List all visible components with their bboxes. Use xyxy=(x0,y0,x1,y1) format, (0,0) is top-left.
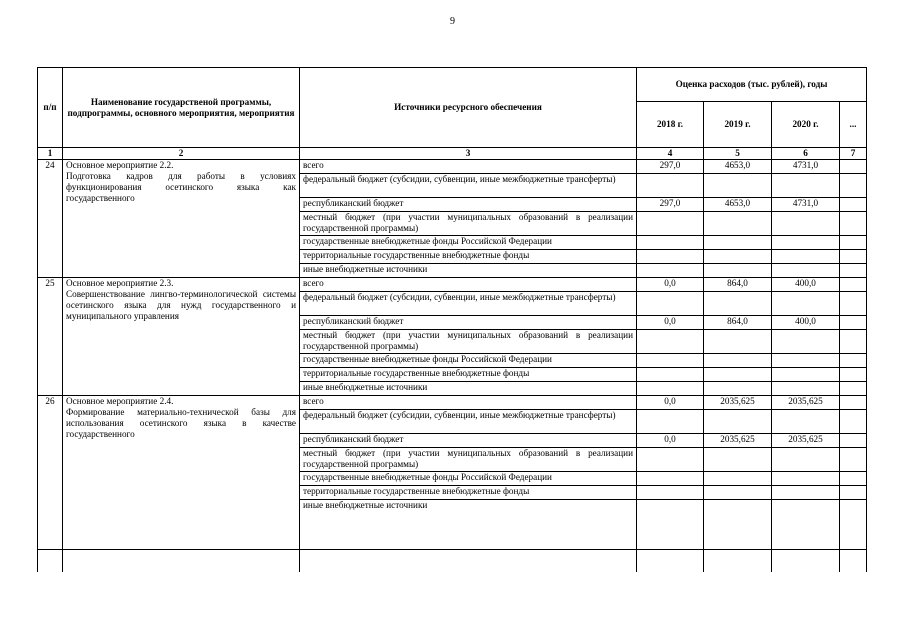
value-empty xyxy=(840,330,867,354)
value-empty xyxy=(840,198,867,212)
value-empty xyxy=(637,212,704,236)
value-empty xyxy=(704,212,772,236)
value-2019: 864,0 xyxy=(704,316,772,330)
header-sources: Источники ресурсного обеспечения xyxy=(300,68,637,148)
source-label: иные внебюджетные источники xyxy=(300,264,637,278)
activity-description: Подготовка кадров для работы в условиях функционирования осетинского языка как государственного xyxy=(66,171,296,203)
value-empty xyxy=(637,236,704,250)
value-empty xyxy=(637,292,704,316)
column-number-row xyxy=(38,148,867,160)
row-number: 25 xyxy=(38,278,63,396)
value-empty xyxy=(772,368,840,382)
value-empty xyxy=(772,250,840,264)
continuation-cell xyxy=(637,550,704,573)
source-label: территориальные государственные внебюджетные фонды xyxy=(300,486,637,500)
header-cost-group: Оценка расходов (тыс. рублей), годы xyxy=(637,68,867,102)
col-num-5: 5 xyxy=(704,148,772,160)
source-label: республиканский бюджет xyxy=(300,434,637,448)
continuation-cell xyxy=(772,550,840,573)
page-number: 9 xyxy=(450,16,455,27)
value-empty xyxy=(772,174,840,198)
source-label: республиканский бюджет xyxy=(300,316,637,330)
value-empty xyxy=(772,486,840,500)
value-empty xyxy=(840,160,867,174)
header-name: Наименование государственой программы, подпрограммы, основного мероприятия, мероприятия xyxy=(63,68,300,148)
value-empty xyxy=(840,250,867,264)
value-empty xyxy=(840,292,867,316)
value-empty xyxy=(840,212,867,236)
value-empty xyxy=(772,382,840,396)
value-2018: 0,0 xyxy=(637,278,704,292)
activity-title: Основное мероприятие 2.4. xyxy=(66,396,174,406)
value-2018: 297,0 xyxy=(637,160,704,174)
value-2019: 864,0 xyxy=(704,278,772,292)
value-empty xyxy=(772,500,840,550)
header-year-2020: 2020 г. xyxy=(772,102,840,148)
value-empty xyxy=(704,448,772,472)
value-empty xyxy=(637,448,704,472)
value-empty xyxy=(840,354,867,368)
value-empty xyxy=(704,330,772,354)
value-2018: 0,0 xyxy=(637,396,704,410)
source-label: всего xyxy=(300,396,637,410)
value-empty xyxy=(840,434,867,448)
value-empty xyxy=(704,486,772,500)
source-label: всего xyxy=(300,278,637,292)
value-empty xyxy=(840,396,867,410)
col-num-6: 6 xyxy=(772,148,840,160)
value-empty xyxy=(772,264,840,278)
col-num-4: 4 xyxy=(637,148,704,160)
value-empty xyxy=(772,212,840,236)
table-continuation xyxy=(38,550,867,573)
activity-description: Совершенствование лингво-терминологической системы осетинского языка для нужд государственного и муниципального управления xyxy=(66,289,296,321)
value-2020: 400,0 xyxy=(772,278,840,292)
activity-title: Основное мероприятие 2.3. xyxy=(66,278,174,288)
header-year-2019: 2019 г. xyxy=(704,102,772,148)
value-empty xyxy=(704,174,772,198)
col-num-1: 1 xyxy=(38,148,63,160)
source-label: государственные внебюджетные фонды Российской Федерации xyxy=(300,236,637,250)
continuation-cell xyxy=(704,550,772,573)
value-empty xyxy=(704,382,772,396)
value-empty xyxy=(840,448,867,472)
value-empty xyxy=(840,316,867,330)
source-label: территориальные государственные внебюджетные фонды xyxy=(300,250,637,264)
source-label: иные внебюджетные источники xyxy=(300,500,637,550)
source-label: республиканский бюджет xyxy=(300,198,637,212)
row-number: 26 xyxy=(38,396,63,550)
value-empty xyxy=(704,250,772,264)
source-label: государственные внебюджетные фонды Российской Федерации xyxy=(300,472,637,486)
value-empty xyxy=(637,472,704,486)
source-label: местный бюджет (при участии муниципальных образований в реализации государственной программы) xyxy=(300,212,637,236)
source-label: местный бюджет (при участии муниципальных образований в реализации государственной программы) xyxy=(300,330,637,354)
table-row xyxy=(38,160,867,174)
activity-cell xyxy=(63,160,300,278)
value-empty xyxy=(637,500,704,550)
value-empty xyxy=(840,174,867,198)
value-empty xyxy=(704,500,772,550)
col-num-3: 3 xyxy=(300,148,637,160)
value-empty xyxy=(840,382,867,396)
table-row xyxy=(38,278,867,292)
value-empty xyxy=(772,330,840,354)
source-label: всего xyxy=(300,160,637,174)
value-empty xyxy=(704,292,772,316)
value-empty xyxy=(840,278,867,292)
activity-cell xyxy=(63,396,300,550)
value-empty xyxy=(637,264,704,278)
value-2019: 2035,625 xyxy=(704,396,772,410)
value-empty xyxy=(840,486,867,500)
value-empty xyxy=(704,410,772,434)
value-empty xyxy=(772,410,840,434)
value-empty xyxy=(704,368,772,382)
value-2018: 0,0 xyxy=(637,316,704,330)
value-empty xyxy=(840,264,867,278)
value-empty xyxy=(637,354,704,368)
col-num-7: 7 xyxy=(840,148,867,160)
value-empty xyxy=(772,354,840,368)
value-empty xyxy=(704,472,772,486)
value-empty xyxy=(637,250,704,264)
header-num: п/п xyxy=(38,68,63,148)
value-2019: 4653,0 xyxy=(704,160,772,174)
value-2019: 2035,625 xyxy=(704,434,772,448)
source-label: федеральный бюджет (субсидии, субвенции, иные межбюджетные трансферты) xyxy=(300,174,637,198)
value-empty xyxy=(637,174,704,198)
value-2019: 4653,0 xyxy=(704,198,772,212)
source-label: федеральный бюджет (субсидии, субвенции, иные межбюджетные трансферты) xyxy=(300,410,637,434)
header-row-1 xyxy=(38,68,867,102)
table-row xyxy=(38,396,867,410)
value-empty xyxy=(637,368,704,382)
col-num-2: 2 xyxy=(63,148,300,160)
row-number: 24 xyxy=(38,160,63,278)
value-empty xyxy=(704,264,772,278)
value-empty xyxy=(637,486,704,500)
header-year-2018: 2018 г. xyxy=(637,102,704,148)
value-empty xyxy=(840,500,867,550)
value-empty xyxy=(637,410,704,434)
source-label: иные внебюджетные источники xyxy=(300,382,637,396)
value-2020: 2035,625 xyxy=(772,434,840,448)
continuation-cell xyxy=(300,550,637,573)
continuation-cell xyxy=(63,550,300,573)
value-2018: 297,0 xyxy=(637,198,704,212)
value-empty xyxy=(772,448,840,472)
continuation-cell xyxy=(840,550,867,573)
value-2018: 0,0 xyxy=(637,434,704,448)
source-label: территориальные государственные внебюджетные фонды xyxy=(300,368,637,382)
value-empty xyxy=(704,354,772,368)
activity-description: Формирование материально-технической базы для использования осетинского языка в качестве государственного xyxy=(66,407,296,439)
value-empty xyxy=(840,368,867,382)
continuation-cell xyxy=(38,550,63,573)
activity-title: Основное мероприятие 2.2. xyxy=(66,160,174,170)
value-empty xyxy=(704,236,772,250)
value-empty xyxy=(637,330,704,354)
source-label: местный бюджет (при участии муниципальных образований в реализации государственной программы) xyxy=(300,448,637,472)
value-2020: 4731,0 xyxy=(772,160,840,174)
value-empty xyxy=(637,382,704,396)
value-empty xyxy=(772,236,840,250)
value-empty xyxy=(840,410,867,434)
value-empty xyxy=(772,292,840,316)
value-empty xyxy=(772,472,840,486)
source-label: государственные внебюджетные фонды Российской Федерации xyxy=(300,354,637,368)
header-ellipsis: ... xyxy=(840,102,867,148)
budget-table xyxy=(37,67,867,572)
value-empty xyxy=(840,236,867,250)
source-label: федеральный бюджет (субсидии, субвенции, иные межбюджетные трансферты) xyxy=(300,292,637,316)
activity-cell xyxy=(63,278,300,396)
value-empty xyxy=(840,472,867,486)
value-2020: 2035,625 xyxy=(772,396,840,410)
value-2020: 400,0 xyxy=(772,316,840,330)
value-2020: 4731,0 xyxy=(772,198,840,212)
